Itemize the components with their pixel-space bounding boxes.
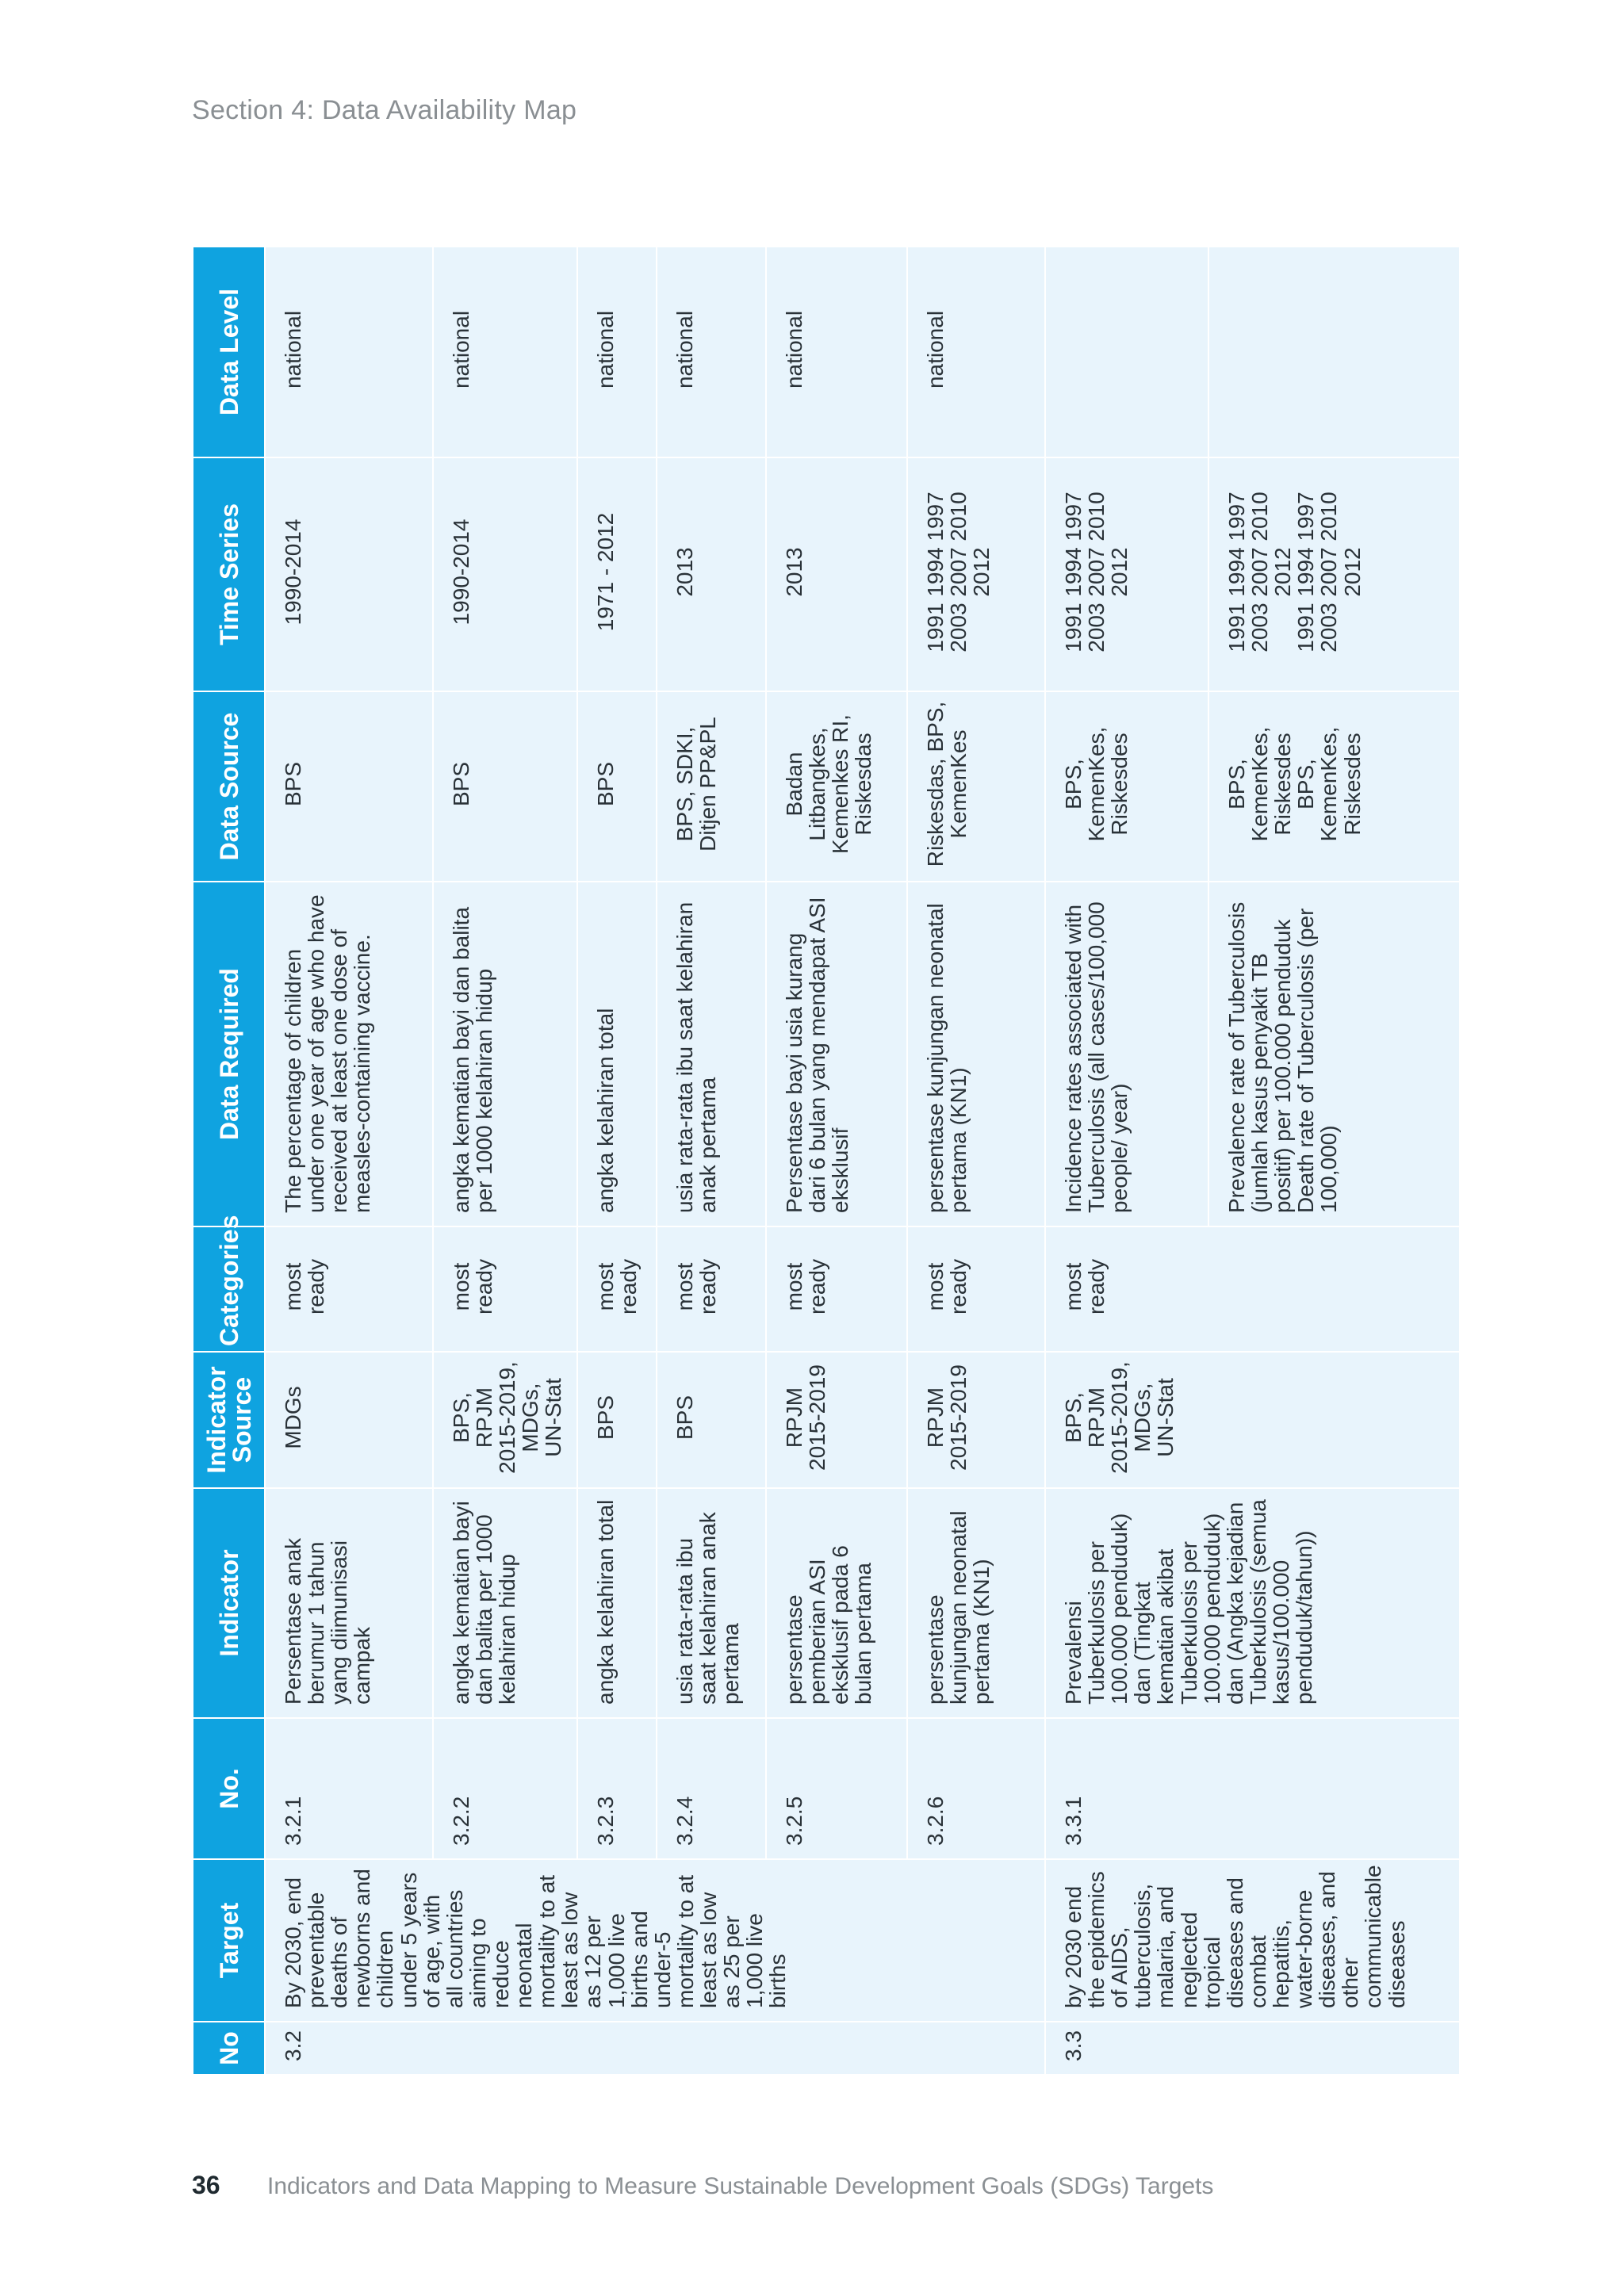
table-row bbox=[766, 247, 907, 2075]
indicator: angka kematian bayi dan balita per 1000 kelahiran hidup bbox=[433, 1488, 577, 1718]
indicator-source: MDGs bbox=[265, 1352, 433, 1488]
col-header-target: Target bbox=[193, 1859, 265, 2022]
data-source: BPS bbox=[265, 691, 433, 882]
data-level: national bbox=[766, 247, 907, 457]
time-series-combined bbox=[1208, 457, 1459, 691]
target-text: by 2030 end the epidemics of AIDS, tuberculosis, malaria, and neglected tropical diseases and combat hepatitis, water-borne diseases, and other communicable diseases bbox=[1045, 1859, 1459, 2022]
col-header-indicator-source: Indicator Source bbox=[193, 1352, 265, 1488]
data-required: Prevalence rate of Tuberculosis (jumlah kasus penyakit TB positif) per 100.000 penduduk bbox=[1224, 901, 1296, 1213]
data-source: BPS, KemenKes, Riskesdes bbox=[1224, 726, 1296, 842]
indicator-source: BPS, RPJM 2015-2019, MDGs, UN-Stat bbox=[433, 1352, 577, 1488]
data-level bbox=[1208, 247, 1459, 457]
table-header-row bbox=[193, 247, 265, 2075]
indicator-no: 3.2.5 bbox=[766, 1718, 907, 1859]
indicator-no: 3.2.4 bbox=[657, 1718, 766, 1859]
data-level: national bbox=[433, 247, 577, 457]
col-header-data-required: Data Required bbox=[193, 882, 265, 1226]
time-series: 2013 bbox=[766, 457, 907, 691]
data-source: Riskesdas, BPS, KemenKes bbox=[907, 691, 1045, 882]
page-footer bbox=[192, 2171, 1213, 2200]
data-required: Persentase bayi usia kurang dari 6 bulan yang mendapat ASI eksklusif bbox=[766, 882, 907, 1226]
data-level: national bbox=[265, 247, 433, 457]
category: most ready bbox=[1045, 1226, 1459, 1352]
col-header-indicator: Indicator bbox=[193, 1488, 265, 1718]
category: most ready bbox=[907, 1226, 1045, 1352]
data-required: persentase kunjungan neonatal pertama (KN1) bbox=[907, 882, 1045, 1226]
page-number: 36 bbox=[192, 2171, 220, 2199]
data-level: national bbox=[577, 247, 657, 457]
data-level: national bbox=[657, 247, 766, 457]
category: most ready bbox=[766, 1226, 907, 1352]
col-header-time-series: Time Series bbox=[193, 457, 265, 691]
data-level bbox=[1045, 247, 1208, 457]
data-source: BPS, SDKI, Ditjen PP&PL bbox=[657, 691, 766, 882]
table-row bbox=[265, 247, 433, 2075]
indicator: Persentase anak berumur 1 tahun yang diimunisasi campak bbox=[265, 1488, 433, 1718]
indicator-no: 3.2.2 bbox=[433, 1718, 577, 1859]
table-row bbox=[577, 247, 657, 2075]
data-source: BPS, KemenKes, Riskesdes bbox=[1045, 691, 1208, 882]
category: most ready bbox=[433, 1226, 577, 1352]
indicator-source: BPS bbox=[657, 1352, 766, 1488]
indicator: angka kelahiran total bbox=[577, 1488, 657, 1718]
indicator-no: 3.2.6 bbox=[907, 1718, 1045, 1859]
indicator-no: 3.2.1 bbox=[265, 1718, 433, 1859]
time-series: 1991 1994 1997 2003 2007 2010 2012 bbox=[907, 457, 1045, 691]
category: most ready bbox=[265, 1226, 433, 1352]
data-source: BPS bbox=[577, 691, 657, 882]
data-required: Death rate of Tuberculosis (per 100,000) bbox=[1293, 908, 1342, 1213]
data-required: The percentage of children under one year of age who have received at least one dose of measles-containing vaccine. bbox=[265, 882, 433, 1226]
indicator-no: 3.3.1 bbox=[1045, 1718, 1459, 1859]
rotated-table-container bbox=[193, 248, 1459, 2076]
col-header-no: No bbox=[193, 2022, 265, 2075]
time-series: 1991 1994 1997 2003 2007 2010 2012 bbox=[1045, 457, 1208, 691]
indicator: persentase kunjungan neonatal pertama (KN1) bbox=[907, 1488, 1045, 1718]
data-source-combined bbox=[1208, 691, 1459, 882]
table-row bbox=[907, 247, 1045, 2075]
indicator: persentase pemberian ASI eksklusif pada 6 bulan pertama bbox=[766, 1488, 907, 1718]
time-series: 1971 - 2012 bbox=[577, 457, 657, 691]
col-header-data-source: Data Source bbox=[193, 691, 265, 882]
data-source: BPS, KemenKes, Riskesdes bbox=[1293, 726, 1365, 842]
indicator: Prevalensi Tuberkulosis per 100.000 penduduk) dan (Tingkat kematian akibat Tuberkulosis per 100.000 penduduk) dan (Angka kejadian Tuberkulosis (semua kasus/100.000 penduduk/tahun)) bbox=[1045, 1488, 1459, 1718]
time-series: 1991 1994 1997 2003 2007 2010 2012 bbox=[1293, 492, 1365, 652]
time-series: 1990-2014 bbox=[265, 457, 433, 691]
data-required: angka kelahiran total bbox=[577, 882, 657, 1226]
target-no: 3.2 bbox=[265, 2022, 1045, 2075]
col-header-data-level: Data Level bbox=[193, 247, 265, 457]
section-title: Section 4: Data Availability Map bbox=[192, 95, 577, 125]
data-source: Badan Litbangkes, Kemenkes RI, Riskesdas bbox=[766, 691, 907, 882]
indicator: usia rata-rata ibu saat kelahiran anak pertama bbox=[657, 1488, 766, 1718]
time-series: 1990-2014 bbox=[433, 457, 577, 691]
indicator-source: BPS, RPJM 2015-2019, MDGs, UN-Stat bbox=[1045, 1352, 1459, 1488]
indicator-source: RPJM 2015-2019 bbox=[907, 1352, 1045, 1488]
table-row bbox=[433, 247, 577, 2075]
indicator-source: RPJM 2015-2019 bbox=[766, 1352, 907, 1488]
data-required: angka kematian bayi dan balita per 1000 kelahiran hidup bbox=[433, 882, 577, 1226]
data-required: usia rata-rata ibu saat kelahiran anak pertama bbox=[657, 882, 766, 1226]
data-required: Incidence rates associated with Tuberculosis (all cases/100,000 people/ year) bbox=[1045, 882, 1208, 1226]
indicator-source: BPS bbox=[577, 1352, 657, 1488]
table-row bbox=[1045, 247, 1208, 2075]
data-required-combined bbox=[1208, 882, 1459, 1226]
col-header-indicator-no: No. bbox=[193, 1718, 265, 1859]
data-availability-table bbox=[193, 247, 1459, 2076]
time-series: 2013 bbox=[657, 457, 766, 691]
time-series: 1991 1994 1997 2003 2007 2010 2012 bbox=[1224, 492, 1296, 652]
target-text: By 2030, end preventable deaths of newborns and children under 5 years of age, with all countries aiming to reduce neonatal mortality to at least as low as 12 per 1,000 live births and under-5 mortality to at least as low as 25 per 1,000 live births bbox=[265, 1859, 1045, 2022]
category: most ready bbox=[577, 1226, 657, 1352]
data-level: national bbox=[907, 247, 1045, 457]
footer-text: Indicators and Data Mapping to Measure Sustainable Development Goals (SDGs) Targets bbox=[267, 2173, 1214, 2199]
indicator-no: 3.2.3 bbox=[577, 1718, 657, 1859]
category: most ready bbox=[657, 1226, 766, 1352]
target-no: 3.3 bbox=[1045, 2022, 1459, 2075]
data-source: BPS bbox=[433, 691, 577, 882]
table-row bbox=[657, 247, 766, 2075]
col-header-categories: Categories bbox=[193, 1226, 265, 1352]
